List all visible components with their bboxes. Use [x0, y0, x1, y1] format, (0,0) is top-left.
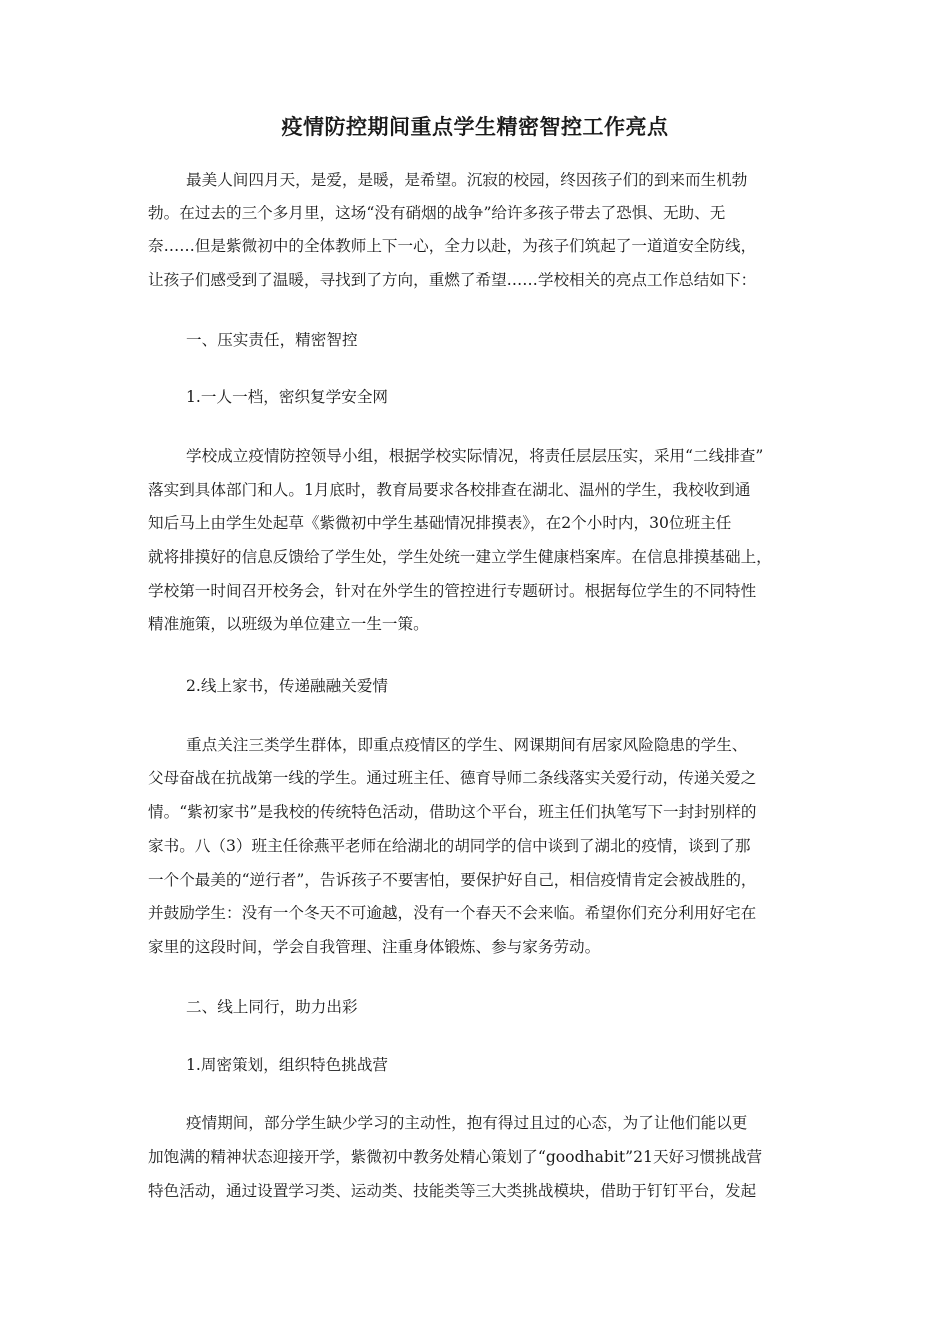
text-line: 知后马上由学生处起草《紫微初中学生基础情况排摸表》，在2个小时内，30位班主任 [148, 514, 732, 532]
text-line: 奈……但是紫微初中的全体教师上下一心，全力以赴，为孩子们筑起了一道道安全防线， [148, 237, 757, 255]
text-line: 特色活动，通过设置学习类、运动类、技能类等三大类挑战模块，借助于钉钉平台，发起 [148, 1182, 757, 1200]
subsection-heading: 1.周密策划，组织特色挑战营 [186, 1056, 389, 1074]
text-line: 勃。在过去的三个多月里，这场“没有硝烟的战争”给许多孩子带去了恐惧、无助、无 [148, 204, 726, 222]
text-line: 疫情期间，部分学生缺少学习的主动性，抱有得过且过的心态，为了让他们能以更 [186, 1114, 748, 1132]
text-line: 一个个最美的“逆行者”，告诉孩子不要害怕，要保护好自己，相信疫情肯定会被战胜的， [148, 871, 757, 889]
text-line: 家里的这段时间，学会自我管理、注重身体锻炼、参与家务劳动。 [148, 938, 601, 956]
text-line: 加饱满的精神状态迎接开学，紫微初中教务处精心策划了“goodhabit”21天好习惯挑战营 [148, 1148, 763, 1166]
text-line: 学校成立疫情防控领导小组，根据学校实际情况，将责任层层压实，采用“二线排查” [186, 447, 764, 465]
text-line: 父母奋战在抗战第一线的学生。通过班主任、德育导师二条线落实关爱行动，传递关爱之 [148, 769, 757, 787]
text-line: 就将排摸好的信息反馈给了学生处，学生处统一建立学生健康档案库。在信息排摸基础上， [148, 548, 772, 566]
text-line: 精准施策，以班级为单位建立一生一策。 [148, 615, 429, 633]
section-heading: 一、压实责任，精密智控 [186, 331, 358, 349]
section-heading: 二、线上同行，助力出彩 [186, 998, 358, 1016]
text-line: 学校第一时间召开校务会，针对在外学生的管控进行专题研讨。根据每位学生的不同特性 [148, 582, 757, 600]
text-line: 重点关注三类学生群体，即重点疫情区的学生、网课期间有居家风险隐患的学生、 [186, 736, 748, 754]
text-line: 情。“紫初家书”是我校的传统特色活动，借助这个平台，班主任们执笔写下一封封别样的 [148, 803, 757, 821]
subsection-heading: 1.一人一档，密织复学安全网 [186, 388, 389, 406]
text-line: 落实到具体部门和人。1月底时，教育局要求各校排查在湖北、温州的学生，我校收到通 [148, 481, 751, 499]
text-line: 让孩子们感受到了温暖，寻找到了方向，重燃了希望……学校相关的亮点工作总结如下： [148, 271, 757, 289]
document-title: 疫情防控期间重点学生精密智控工作亮点 [281, 115, 669, 139]
text-line: 家书。八（3）班主任徐燕平老师在给湖北的胡同学的信中谈到了湖北的疫情，谈到了那 [148, 837, 751, 855]
text-line: 并鼓励学生：没有一个冬天不可逾越，没有一个春天不会来临。希望你们充分利用好宅在 [148, 904, 757, 922]
subsection-heading: 2.线上家书，传递融融关爱情 [186, 677, 389, 695]
text-line: 最美人间四月天，是爱，是暖，是希望。沉寂的校园，终因孩子们的到来而生机勃 [186, 171, 748, 189]
